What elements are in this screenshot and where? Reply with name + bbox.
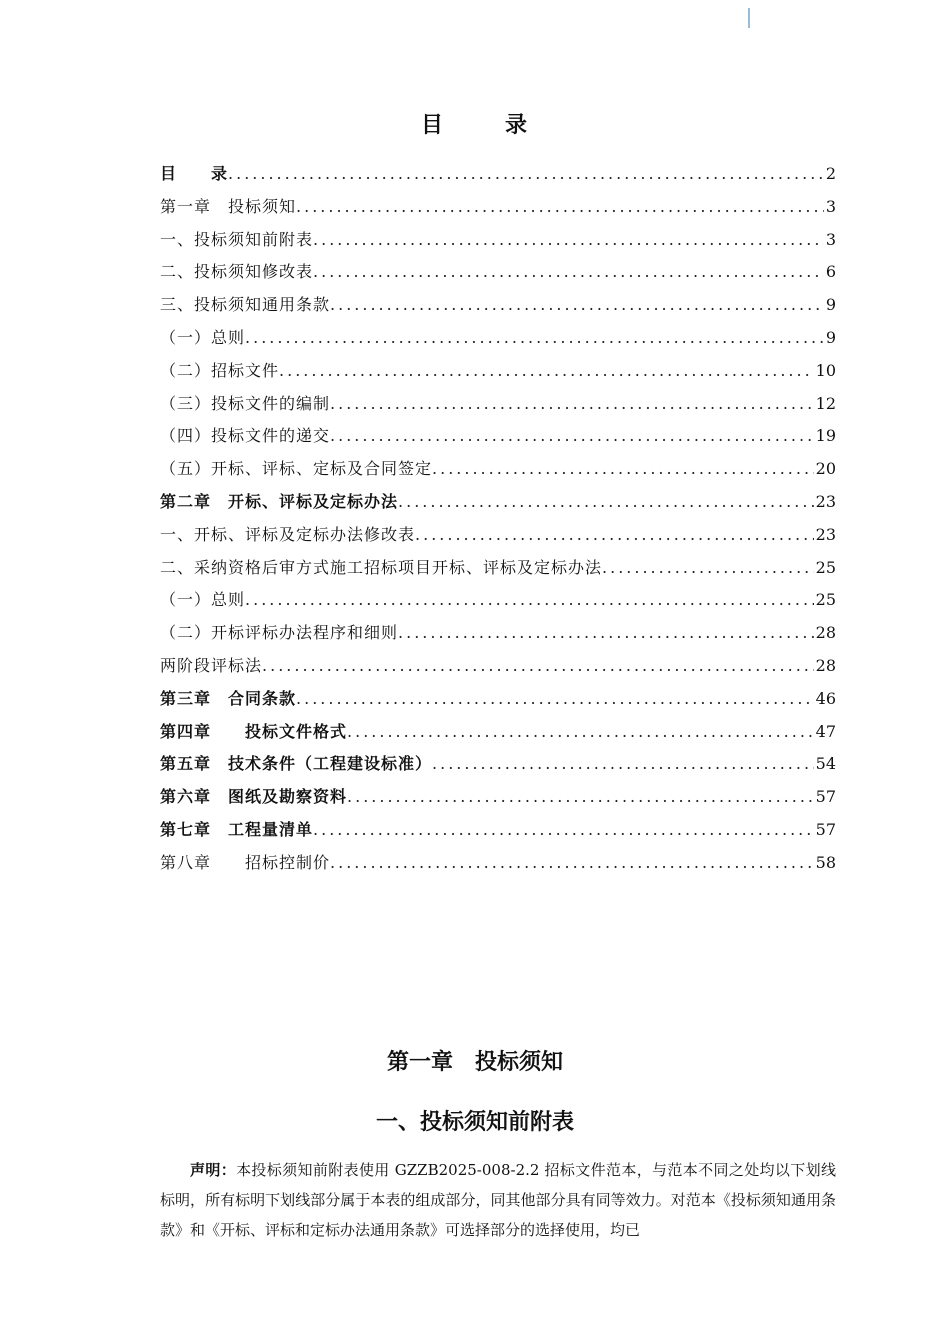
toc-entry-label: （四）投标文件的递交 [160, 426, 331, 446]
toc-entry-label: 二、投标须知修改表 [160, 262, 314, 282]
toc-entry-label: 第二章 开标、评标及定标办法 [160, 491, 399, 511]
section-heading: 一、投标须知前附表 [375, 1110, 574, 1135]
toc-entry[interactable] [160, 650, 836, 683]
toc-entry[interactable] [160, 158, 836, 191]
toc-entry-page: 3 [825, 196, 836, 216]
toc-leader-dots [262, 650, 814, 683]
statement-lead: 声明： [190, 1161, 237, 1179]
toc-leader-dots [228, 158, 824, 191]
toc-entry-page: 28 [815, 655, 836, 675]
toc-leader-dots [245, 322, 824, 355]
toc-entry-page: 47 [815, 721, 836, 741]
toc-entry[interactable] [160, 355, 836, 388]
toc-entry-label: （一）总则 [160, 590, 246, 610]
statement-body: 本投标须知前附表使用 GZZB2025-008-2.2 招标文件范本，与范本不同之处均以下划线标明，所有标明下划线部分属于本表的组成部分，同其他部分具有同等效力。对范本《投标须知通用条款》和《开标、评标和定标办法通用条款》可选择部分的选择使用，均已 [160, 1161, 836, 1239]
toc-leader-dots [432, 453, 814, 486]
header-mark [748, 8, 750, 28]
toc-entry-page: 9 [825, 295, 836, 315]
toc-entry-page: 25 [815, 557, 836, 577]
toc-leader-dots [245, 584, 814, 617]
toc-entry[interactable] [160, 289, 836, 322]
toc-leader-dots [313, 256, 824, 289]
toc-entry-label: 一、投标须知前附表 [160, 229, 314, 249]
toc-entry-page: 28 [815, 623, 836, 643]
toc-leader-dots [398, 617, 814, 650]
toc-entry-label: 第七章 工程量清单 [160, 819, 314, 839]
toc-entry-page: 57 [815, 819, 836, 839]
toc-title-right: 录 [505, 112, 530, 138]
toc-entry[interactable] [160, 224, 836, 257]
toc-entry-page: 19 [815, 426, 836, 446]
toc-leader-dots [313, 224, 824, 257]
toc-entry[interactable] [160, 552, 836, 585]
toc-leader-dots [313, 814, 814, 847]
toc-leader-dots [330, 289, 824, 322]
toc-entry-label: 第八章 招标控制价 [160, 852, 331, 872]
toc-leader-dots [330, 420, 814, 453]
toc-entry[interactable] [160, 748, 836, 781]
toc-leader-dots [296, 683, 814, 716]
toc-entry[interactable] [160, 453, 836, 486]
toc-entry-page: 20 [815, 459, 836, 479]
toc-entry[interactable] [160, 486, 836, 519]
toc-entry-label: 一、开标、评标及定标办法修改表 [160, 524, 416, 544]
toc-entry-page: 46 [815, 688, 836, 708]
toc-entry-page: 58 [815, 852, 836, 872]
toc-entry-page: 23 [815, 491, 836, 511]
toc-entry[interactable] [160, 584, 836, 617]
toc-title-left: 目 [420, 112, 445, 138]
toc-entry[interactable] [160, 420, 836, 453]
toc-entry-label: （五）开标、评标、定标及合同签定 [160, 459, 433, 479]
toc-entry-page: 25 [815, 590, 836, 610]
toc-entry-label: （二）招标文件 [160, 360, 280, 380]
toc-entry-label: 两阶段评标法 [160, 655, 263, 675]
toc-leader-dots [415, 519, 814, 552]
toc-leader-dots [330, 388, 814, 421]
toc-entry-label: 第一章 投标须知 [160, 196, 297, 216]
toc-entry-label: 第三章 合同条款 [160, 688, 297, 708]
toc-leader-dots [296, 191, 824, 224]
toc-entry-label: 二、采纳资格后审方式施工招标项目开标、评标及定标办法 [160, 557, 603, 577]
toc-entry[interactable] [160, 388, 836, 421]
toc-entry-label: （二）开标评标办法程序和细则 [160, 623, 399, 643]
toc-leader-dots [279, 355, 814, 388]
toc-title [0, 108, 950, 139]
chapter-heading: 第一章 投标须知 [386, 1050, 563, 1075]
toc-entry-page: 23 [815, 524, 836, 544]
toc-entry[interactable] [160, 191, 836, 224]
toc-entry[interactable] [160, 256, 836, 289]
toc-entry-label: 三、投标须知通用条款 [160, 295, 331, 315]
toc-entry[interactable] [160, 814, 836, 847]
toc-leader-dots [602, 552, 814, 585]
toc-entry-label: 第六章 图纸及勘察资料 [160, 787, 348, 807]
toc-entry[interactable] [160, 617, 836, 650]
toc-entry[interactable] [160, 781, 836, 814]
toc-entry[interactable] [160, 322, 836, 355]
toc-entry-label: 第四章 投标文件格式 [160, 721, 348, 741]
toc-entry-page: 54 [815, 754, 836, 774]
toc-leader-dots [347, 781, 814, 814]
toc-entry[interactable] [160, 519, 836, 552]
toc-entry-page: 57 [815, 787, 836, 807]
toc-leader-dots [398, 486, 814, 519]
toc-entry-page: 12 [815, 393, 836, 413]
toc-entry-page: 6 [825, 262, 836, 282]
toc-entry-page: 10 [815, 360, 836, 380]
toc-entry-label: 目 录 [160, 164, 229, 183]
statement-paragraph [160, 1155, 836, 1245]
toc-entry[interactable] [160, 716, 836, 749]
toc-entry[interactable] [160, 847, 836, 880]
toc-leader-dots [347, 716, 814, 749]
table-of-contents [160, 158, 836, 880]
toc-leader-dots [432, 748, 814, 781]
toc-entry-label: （三）投标文件的编制 [160, 393, 331, 413]
toc-entry-page: 9 [825, 327, 836, 347]
toc-entry-page: 3 [825, 229, 836, 249]
toc-leader-dots [330, 847, 814, 880]
toc-entry-label: （一）总则 [160, 327, 246, 347]
toc-entry-label: 第五章 技术条件（工程建设标准） [160, 754, 433, 774]
toc-entry-page: 2 [825, 164, 836, 183]
toc-entry[interactable] [160, 683, 836, 716]
